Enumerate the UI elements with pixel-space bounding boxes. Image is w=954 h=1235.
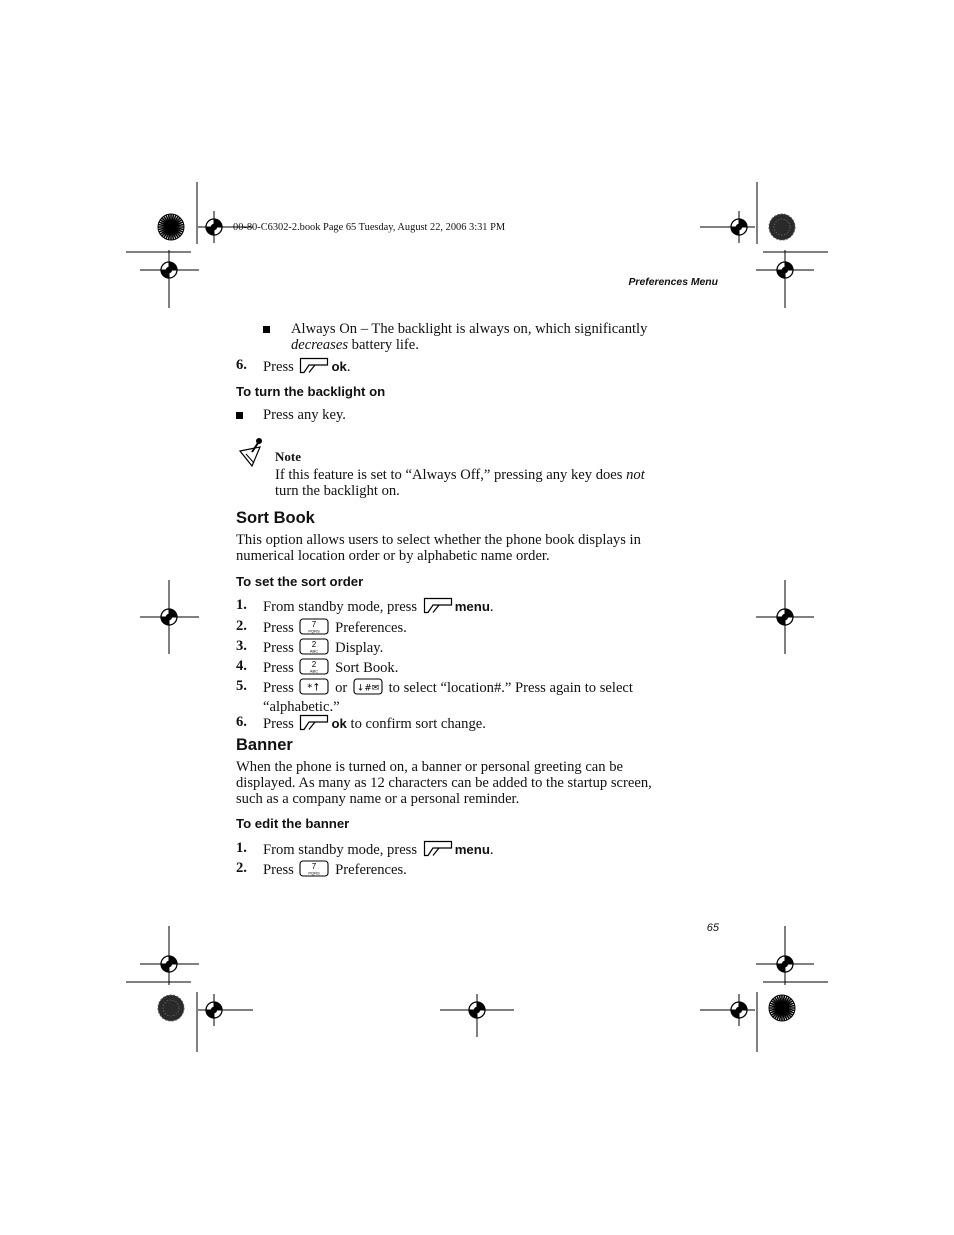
sort-step-5 xyxy=(263,678,723,715)
step-post: . xyxy=(346,359,351,375)
hash-key-glyph: ↓#✉ xyxy=(356,683,380,694)
bullet-always-on-text: Always On – The backlight is always on, which significantly xyxy=(291,321,648,337)
step-post: to confirm sort change. xyxy=(350,716,486,732)
note-text-italic: not xyxy=(626,467,645,483)
step-post: Sort Book. xyxy=(335,660,399,676)
step-post: . xyxy=(489,842,494,858)
key-7-digit: 7 xyxy=(312,620,317,629)
banner-para-l2: displayed. As many as 12 characters can be added to the startup screen, xyxy=(236,775,652,791)
step-pre: Press xyxy=(263,640,294,656)
note-text xyxy=(275,467,715,499)
hash-key-icon xyxy=(353,678,383,699)
step-pre: Press xyxy=(263,620,294,636)
ok-label: ok xyxy=(331,716,347,731)
step-pre: Press xyxy=(263,680,294,696)
step-number: 1. xyxy=(236,840,247,856)
backlight-on-bullet: Press any key. xyxy=(263,407,346,423)
key-7-digit: 7 xyxy=(312,862,317,871)
running-header: Preferences Menu xyxy=(628,277,718,288)
step-number: 2. xyxy=(236,618,247,634)
menu-label: menu xyxy=(454,842,490,857)
sort-book-heading: Sort Book xyxy=(236,509,315,527)
key-2-digit: 2 xyxy=(312,640,317,649)
bullet-marker xyxy=(236,412,243,419)
banner-para-l1: When the phone is turned on, a banner or personal greeting can be xyxy=(236,759,623,775)
step-number: 1. xyxy=(236,597,247,613)
sort-order-heading: To set the sort order xyxy=(236,574,364,589)
note-text-pre: If this feature is set to “Always Off,” pressing any key does xyxy=(275,467,623,483)
key-2-icon xyxy=(299,658,329,679)
sort-book-para-l2: numerical location order or by alphabetic name order. xyxy=(236,548,550,564)
bullet-always-on-tail: battery life. xyxy=(351,337,419,353)
step-pre: Press xyxy=(263,359,294,375)
note-icon xyxy=(238,437,266,472)
sort-step-6 xyxy=(263,714,486,735)
key-7-icon xyxy=(299,860,329,881)
sort-step-3 xyxy=(263,638,383,659)
note-label: Note xyxy=(275,449,301,464)
softkey-icon xyxy=(299,714,329,735)
banner-heading: Banner xyxy=(236,736,293,754)
key-7-letters: PQRS xyxy=(308,628,321,634)
step-pre: From standby mode, press xyxy=(263,842,418,858)
banner-step-1 xyxy=(263,840,494,861)
bullet-always-on-italic: decreases xyxy=(291,337,348,353)
backlight-on-heading: To turn the backlight on xyxy=(236,384,386,399)
banner-paragraph xyxy=(236,759,726,807)
step-post: to select “location#.” Press again to select xyxy=(388,680,633,696)
star-key-glyph: *↑ xyxy=(307,682,322,694)
step-pre: Press xyxy=(263,716,294,732)
sort-book-paragraph xyxy=(236,532,716,564)
edit-banner-heading: To edit the banner xyxy=(236,816,350,831)
key-2-letters: ABC xyxy=(310,648,319,654)
sort-step-1 xyxy=(263,597,494,618)
bullet-marker xyxy=(263,326,270,333)
step-pre: From standby mode, press xyxy=(263,599,418,615)
sort-book-para-l1: This option allows users to select whether the phone book displays in xyxy=(236,532,641,548)
step-pre: Press xyxy=(263,862,294,878)
page-number: 65 xyxy=(706,922,719,934)
menu-label: menu xyxy=(454,599,490,614)
step-line2: “alphabetic.” xyxy=(263,699,340,715)
ok-label: ok xyxy=(331,359,347,374)
step-pre: Press xyxy=(263,660,294,676)
softkey-icon xyxy=(299,357,329,378)
step-number: 6. xyxy=(236,357,247,373)
step-number: 5. xyxy=(236,678,247,694)
step-six-ok xyxy=(263,357,351,378)
step-post: Preferences. xyxy=(335,620,407,636)
sort-step-2 xyxy=(263,618,407,639)
sort-step-4 xyxy=(263,658,398,679)
banner-step-2 xyxy=(263,860,407,881)
softkey-icon xyxy=(423,597,453,618)
key-2-letters: ABC xyxy=(310,668,319,674)
step-number: 6. xyxy=(236,714,247,730)
bullet-always-on xyxy=(291,321,711,353)
step-number: 4. xyxy=(236,658,247,674)
step-mid: or xyxy=(335,680,348,696)
note-text-line2: turn the backlight on. xyxy=(275,483,400,499)
step-number: 3. xyxy=(236,638,247,654)
banner-para-l3: such as a company name or a personal reminder. xyxy=(236,791,520,807)
step-post: . xyxy=(489,599,494,615)
key-7-letters: PQRS xyxy=(308,870,321,876)
key-2-icon xyxy=(299,638,329,659)
print-header: 00-80-C6302-2.book Page 65 Tuesday, August 22, 2006 3:31 PM xyxy=(233,222,506,233)
step-number: 2. xyxy=(236,860,247,876)
step-post: Preferences. xyxy=(335,862,407,878)
key-7-icon xyxy=(299,618,329,639)
softkey-icon xyxy=(423,840,453,861)
key-2-digit: 2 xyxy=(312,660,317,669)
step-post: Display. xyxy=(335,640,384,656)
star-key-icon xyxy=(299,678,329,699)
